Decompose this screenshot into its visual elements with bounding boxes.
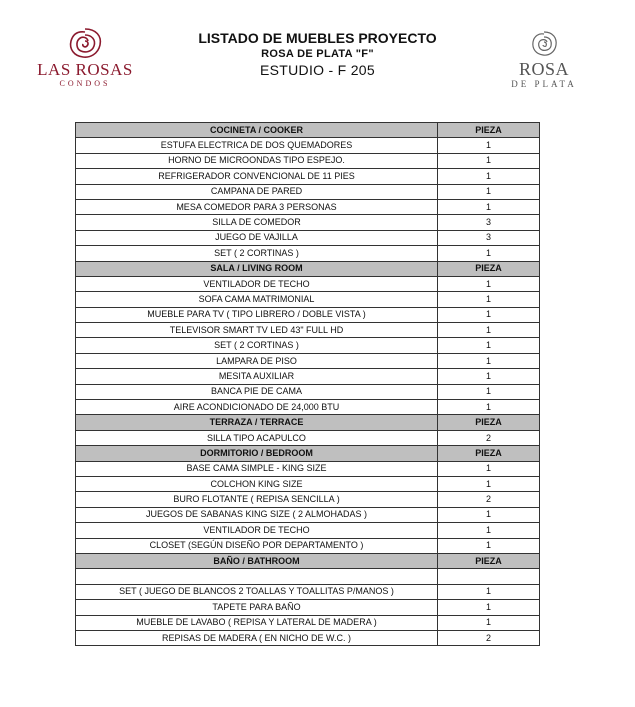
- item-name-cell: SOFA CAMA MATRIMONIAL: [76, 292, 438, 307]
- item-quantity-cell: 1: [438, 246, 540, 261]
- item-quantity-cell: 1: [438, 538, 540, 553]
- rosa-de-plata-logo: [496, 30, 592, 89]
- table-row: [76, 184, 540, 199]
- quantity-column-header: PIEZA: [438, 553, 540, 568]
- item-quantity-cell: 1: [438, 507, 540, 522]
- table-row: [76, 538, 540, 553]
- table-row: [76, 338, 540, 353]
- item-quantity-cell: 1: [438, 584, 540, 599]
- item-name-cell: BURO FLOTANTE ( REPISA SENCILLA ): [76, 492, 438, 507]
- section-header-row: [76, 415, 540, 430]
- table-row: [76, 215, 540, 230]
- item-quantity-cell: 1: [438, 400, 540, 415]
- item-quantity-cell: 3: [438, 215, 540, 230]
- item-quantity-cell: 1: [438, 276, 540, 291]
- item-quantity-cell: [438, 569, 540, 584]
- quantity-column-header: PIEZA: [438, 261, 540, 276]
- quantity-column-header: PIEZA: [438, 446, 540, 461]
- quantity-column-header: PIEZA: [438, 123, 540, 138]
- item-quantity-cell: 1: [438, 138, 540, 153]
- item-quantity-cell: 3: [438, 230, 540, 245]
- table-row: [76, 523, 540, 538]
- las-rosas-sub: CONDOS: [59, 79, 111, 88]
- table-row: [76, 569, 540, 584]
- table-row: [76, 600, 540, 615]
- section-title: TERRAZA / TERRACE: [76, 415, 438, 430]
- item-name-cell: HORNO DE MICROONDAS TIPO ESPEJO.: [76, 153, 438, 168]
- item-name-cell: MUEBLE PARA TV ( TIPO LIBRERO / DOBLE VISTA ): [76, 307, 438, 322]
- item-name-cell: CAMPANA DE PARED: [76, 184, 438, 199]
- table-row: [76, 430, 540, 445]
- table-row: [76, 492, 540, 507]
- item-name-cell: COLCHON KING SIZE: [76, 476, 438, 491]
- item-quantity-cell: 1: [438, 323, 540, 338]
- table-row: [76, 615, 540, 630]
- table-row: [76, 153, 540, 168]
- furniture-table: [75, 122, 540, 646]
- table-row: [76, 323, 540, 338]
- document-title: LISTADO DE MUEBLES PROYECTO: [198, 30, 437, 46]
- rose-icon: [65, 26, 105, 60]
- item-name-cell: MESITA AUXILIAR: [76, 369, 438, 384]
- item-quantity-cell: 1: [438, 384, 540, 399]
- item-quantity-cell: 1: [438, 338, 540, 353]
- item-quantity-cell: 1: [438, 153, 540, 168]
- item-name-cell: REPISAS DE MADERA ( EN NICHO DE W.C. ): [76, 630, 438, 645]
- item-name-cell: LAMPARA DE PISO: [76, 353, 438, 368]
- item-name-cell: CLOSET (SEGÚN DISEÑO POR DEPARTAMENTO ): [76, 538, 438, 553]
- section-title: BAÑO / BATHROOM: [76, 553, 438, 568]
- item-name-cell: MUEBLE DE LAVABO ( REPISA Y LATERAL DE MADERA ): [76, 615, 438, 630]
- item-quantity-cell: 1: [438, 461, 540, 476]
- item-name-cell: SET ( JUEGO DE BLANCOS 2 TOALLAS Y TOALLITAS P/MANOS ): [76, 584, 438, 599]
- item-name-cell: AIRE ACONDICIONADO DE 24,000 BTU: [76, 400, 438, 415]
- section-header-row: [76, 123, 540, 138]
- las-rosas-name: LAS ROSAS: [37, 60, 133, 79]
- item-name-cell: MESA COMEDOR PARA 3 PERSONAS: [76, 199, 438, 214]
- section-title: COCINETA / COOKER: [76, 123, 438, 138]
- table-row: [76, 630, 540, 645]
- table-row: [76, 199, 540, 214]
- table-row: [76, 584, 540, 599]
- item-name-cell: SET ( 2 CORTINAS ): [76, 338, 438, 353]
- item-name-cell: ESTUFA ELECTRICA DE DOS QUEMADORES: [76, 138, 438, 153]
- table-row: [76, 307, 540, 322]
- item-quantity-cell: 1: [438, 369, 540, 384]
- item-quantity-cell: 2: [438, 630, 540, 645]
- item-quantity-cell: 1: [438, 476, 540, 491]
- table-row: [76, 138, 540, 153]
- table-row: [76, 292, 540, 307]
- item-quantity-cell: 1: [438, 307, 540, 322]
- item-name-cell: SILLA TIPO ACAPULCO: [76, 430, 438, 445]
- table-row: [76, 169, 540, 184]
- item-name-cell: JUEGO DE VAJILLA: [76, 230, 438, 245]
- item-quantity-cell: 1: [438, 292, 540, 307]
- las-rosas-logo: [30, 26, 140, 88]
- table-row: [76, 369, 540, 384]
- item-name-cell: VENTILADOR DE TECHO: [76, 523, 438, 538]
- table-row: [76, 461, 540, 476]
- project-name: ROSA DE PLATA "F": [261, 48, 374, 60]
- item-quantity-cell: 1: [438, 184, 540, 199]
- document-header: [150, 30, 485, 79]
- table-row: [76, 246, 540, 261]
- unit-label: ESTUDIO - F 205: [260, 62, 375, 78]
- item-name-cell: BANCA PIE DE CAMA: [76, 384, 438, 399]
- item-name-cell: TAPETE PARA BAÑO: [76, 600, 438, 615]
- table-row: [76, 384, 540, 399]
- section-header-row: [76, 446, 540, 461]
- table-row: [76, 507, 540, 522]
- item-name-cell: [76, 569, 438, 584]
- table-row: [76, 353, 540, 368]
- item-name-cell: VENTILADOR DE TECHO: [76, 276, 438, 291]
- item-name-cell: TELEVISOR SMART TV LED 43" FULL HD: [76, 323, 438, 338]
- item-quantity-cell: 1: [438, 615, 540, 630]
- item-quantity-cell: 1: [438, 199, 540, 214]
- rosa-de-plata-name: ROSA: [518, 59, 569, 79]
- item-quantity-cell: 1: [438, 353, 540, 368]
- table-row: [76, 230, 540, 245]
- item-name-cell: REFRIGERADOR CONVENCIONAL DE 11 PIES: [76, 169, 438, 184]
- item-quantity-cell: 2: [438, 492, 540, 507]
- rose-outline-icon: [529, 30, 559, 58]
- item-quantity-cell: 2: [438, 430, 540, 445]
- section-title: SALA / LIVING ROOM: [76, 261, 438, 276]
- section-title: DORMITORIO / BEDROOM: [76, 446, 438, 461]
- item-name-cell: JUEGOS DE SABANAS KING SIZE ( 2 ALMOHADAS ): [76, 507, 438, 522]
- rosa-de-plata-sub: DE PLATA: [511, 79, 577, 89]
- item-name-cell: BASE CAMA SIMPLE - KING SIZE: [76, 461, 438, 476]
- item-name-cell: SILLA DE COMEDOR: [76, 215, 438, 230]
- table-row: [76, 276, 540, 291]
- item-quantity-cell: 1: [438, 523, 540, 538]
- item-quantity-cell: 1: [438, 169, 540, 184]
- quantity-column-header: PIEZA: [438, 415, 540, 430]
- item-name-cell: SET ( 2 CORTINAS ): [76, 246, 438, 261]
- table-row: [76, 400, 540, 415]
- table-row: [76, 476, 540, 491]
- item-quantity-cell: 1: [438, 600, 540, 615]
- section-header-row: [76, 553, 540, 568]
- section-header-row: [76, 261, 540, 276]
